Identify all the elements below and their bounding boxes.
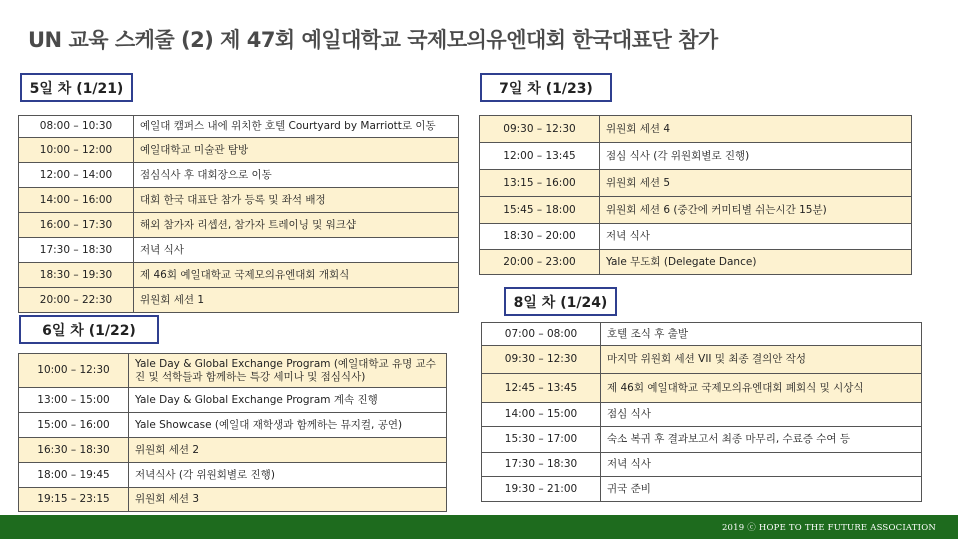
time-cell: 09:30 – 12:30	[480, 116, 600, 143]
table-row	[480, 250, 912, 275]
activity-cell: Yale Day & Global Exchange Program (예일대학교 유명 교수진 및 석학들과 함께하는 특강 세미나 및 점심식사)	[129, 354, 447, 388]
time-cell: 07:00 – 08:00	[482, 323, 601, 346]
time-cell: 10:00 – 12:30	[19, 354, 129, 388]
table-row	[480, 143, 912, 170]
time-cell: 14:00 – 15:00	[482, 403, 601, 427]
activity-cell: 저녁식사 (각 위원회별로 진행)	[129, 463, 447, 488]
day-5-label: 5일 차 (1/21)	[20, 73, 133, 102]
activity-cell: 저녁 식사	[600, 224, 912, 250]
table-row	[480, 224, 912, 250]
day-7-label: 7일 차 (1/23)	[480, 73, 612, 102]
activity-cell: 귀국 준비	[601, 477, 922, 502]
activity-cell: 제 46회 예일대학교 국제모의유엔대회 개회식	[134, 263, 459, 288]
time-cell: 14:00 – 16:00	[19, 188, 134, 213]
activity-cell: 위원회 세션 5	[600, 170, 912, 197]
activity-cell: 점심 식사 (각 위원회별로 진행)	[600, 143, 912, 170]
table-row	[19, 138, 459, 163]
time-cell: 16:30 – 18:30	[19, 438, 129, 463]
activity-cell: Yale Showcase (예일대 재학생과 함께하는 뮤지컬, 공연)	[129, 413, 447, 438]
table-row	[19, 388, 447, 413]
activity-cell: 해외 참가자 리셉션, 참가자 트레이닝 및 워크샵	[134, 213, 459, 238]
table-row	[480, 116, 912, 143]
time-cell: 10:00 – 12:00	[19, 138, 134, 163]
activity-cell: Yale Day & Global Exchange Program 계속 진행	[129, 388, 447, 413]
table-row	[482, 346, 922, 374]
time-cell: 19:30 – 21:00	[482, 477, 601, 502]
table-row	[19, 116, 459, 138]
table-row	[482, 323, 922, 346]
table-row	[482, 427, 922, 453]
table-row	[19, 213, 459, 238]
time-cell: 17:30 – 18:30	[19, 238, 134, 263]
table-row	[480, 170, 912, 197]
time-cell: 12:00 – 13:45	[480, 143, 600, 170]
table-row	[19, 238, 459, 263]
activity-cell: 위원회 세션 1	[134, 288, 459, 313]
activity-cell: 호텔 조식 후 출발	[601, 323, 922, 346]
activity-cell: 저녁 식사	[601, 453, 922, 477]
day-7-schedule-table	[479, 115, 912, 275]
table-row	[480, 197, 912, 224]
time-cell: 15:30 – 17:00	[482, 427, 601, 453]
activity-cell: 위원회 세션 4	[600, 116, 912, 143]
table-row	[19, 188, 459, 213]
table-row	[19, 163, 459, 188]
table-row	[19, 263, 459, 288]
activity-cell: 위원회 세션 6 (중간에 커미티별 쉬는시간 15분)	[600, 197, 912, 224]
table-row	[19, 488, 447, 512]
time-cell: 18:00 – 19:45	[19, 463, 129, 488]
activity-cell: 예일대 캠퍼스 내에 위치한 호텔 Courtyard by Marriott로 이동	[134, 116, 459, 138]
time-cell: 09:30 – 12:30	[482, 346, 601, 374]
time-cell: 12:45 – 13:45	[482, 374, 601, 403]
table-row	[482, 453, 922, 477]
day-8-label: 8일 차 (1/24)	[504, 287, 617, 316]
footer-copyright: 2019 ⓒ HOPE TO THE FUTURE ASSOCIATION	[721, 523, 936, 533]
table-row	[482, 403, 922, 427]
time-cell: 20:00 – 22:30	[19, 288, 134, 313]
day-8-schedule-table	[481, 322, 922, 502]
activity-cell: 위원회 세션 2	[129, 438, 447, 463]
table-row	[19, 354, 447, 388]
time-cell: 20:00 – 23:00	[480, 250, 600, 275]
activity-cell: 제 46회 예일대학교 국제모의유엔대회 폐회식 및 시상식	[601, 374, 922, 403]
activity-cell: 저녁 식사	[134, 238, 459, 263]
time-cell: 18:30 – 20:00	[480, 224, 600, 250]
time-cell: 12:00 – 14:00	[19, 163, 134, 188]
time-cell: 08:00 – 10:30	[19, 116, 134, 138]
time-cell: 13:00 – 15:00	[19, 388, 129, 413]
table-row	[19, 413, 447, 438]
table-row	[19, 463, 447, 488]
table-row	[482, 477, 922, 502]
activity-cell: 숙소 복귀 후 결과보고서 최종 마무리, 수료증 수여 등	[601, 427, 922, 453]
activity-cell: 예일대학교 미술관 탐방	[134, 138, 459, 163]
activity-cell: 마지막 위원회 세션 VII 및 최종 결의안 작성	[601, 346, 922, 374]
activity-cell: 점심 식사	[601, 403, 922, 427]
table-row	[19, 288, 459, 313]
table-row	[482, 374, 922, 403]
time-cell: 15:00 – 16:00	[19, 413, 129, 438]
page-title: UN 교육 스케줄 (2) 제 47회 예일대학교 국제모의유엔대회 한국대표단 참가	[28, 28, 718, 52]
time-cell: 19:15 – 23:15	[19, 488, 129, 512]
activity-cell: Yale 무도회 (Delegate Dance)	[600, 250, 912, 275]
day-6-schedule-table	[18, 353, 447, 512]
day-6-label: 6일 차 (1/22)	[19, 315, 159, 344]
activity-cell: 점심식사 후 대회장으로 이동	[134, 163, 459, 188]
activity-cell: 위원회 세션 3	[129, 488, 447, 512]
time-cell: 15:45 – 18:00	[480, 197, 600, 224]
time-cell: 16:00 – 17:30	[19, 213, 134, 238]
time-cell: 18:30 – 19:30	[19, 263, 134, 288]
table-row	[19, 438, 447, 463]
time-cell: 13:15 – 16:00	[480, 170, 600, 197]
footer-bar	[0, 515, 958, 539]
time-cell: 17:30 – 18:30	[482, 453, 601, 477]
day-5-schedule-table	[18, 115, 459, 313]
activity-cell: 대회 한국 대표단 참가 등록 및 좌석 배정	[134, 188, 459, 213]
